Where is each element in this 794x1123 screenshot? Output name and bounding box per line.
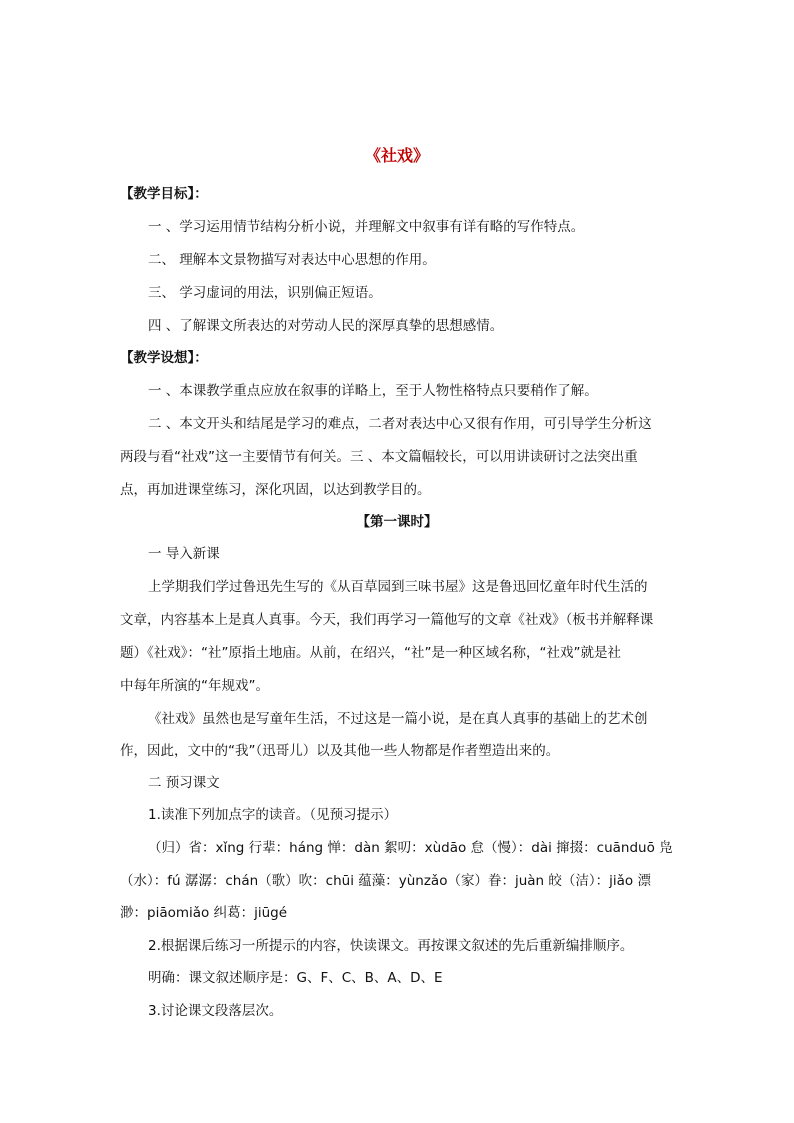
objectives-heading: 【教学目标】： (120, 186, 208, 202)
section-1-heading: 一 导入新课 (148, 546, 220, 562)
section-2-heading: 二 预习课文 (148, 775, 220, 791)
design-heading: 【教学设想】： (120, 350, 208, 366)
pinyin-line-1: （归）省：xǐng 行辈：háng 惮：dàn 絮叨：xùdāo 怠（慢）：dài 撺掇：cuānduō 凫 (148, 840, 673, 856)
document-title: 《社戏》 (364, 146, 429, 165)
objective-3: 三、 学习虚词的用法，识别偏正短语。 (148, 285, 382, 301)
design-line-1: 一 、本课教学重点应放在叙事的详略上，至于人物性格特点只要稍作了解。 (148, 383, 598, 399)
item-3: 3.讨论课文段落层次。 (148, 1003, 283, 1019)
item-1: 1.读准下列加点字的读音。（见预习提示） (148, 807, 398, 823)
item-2: 2.根据课后练习一所提示的内容，快读课文。再按课文叙述的先后重新编排顺序。 (148, 938, 634, 954)
section-1-para-1-line-1: 上学期我们学过鲁迅先生写的《从百草园到三味书屋》这是鲁迅回忆童年时代生活的 (148, 579, 648, 595)
section-1-para-2-line-1: 《社戏》虽然也是写童年生活，不过这是一篇小说，是在真人真事的基础上的艺术创 (148, 711, 648, 727)
design-line-4: 点，再加进课堂练习，深化巩固，以达到教学目的。 (120, 482, 431, 498)
objective-2: 二、 理解本文景物描写对表达中心思想的作用。 (148, 252, 436, 268)
pinyin-line-3: 渺：piāomiǎo 纠葛：jiūgé (120, 905, 288, 921)
design-line-3: 两段与看“社戏”这一主要情节有何关。三 、本文篇幅较长，可以用讲读研讨之法突出重 (120, 449, 638, 465)
pinyin-line-2: （水）：fú 潺潺：chán（歌）吹：chūi 蕴藻：yùnzǎo（家）眷：juàn 皎（洁）：jiǎo 漂 (120, 873, 651, 889)
answer: 明确：课文叙述顺序是：G、F、C、B、A、D、E (148, 970, 443, 986)
section-1-para-1-line-4: 中每年所演的“年规戏”。 (120, 678, 269, 694)
section-1-para-1-line-2: 文章，内容基本上是真人真事。今天，我们再学习一篇他写的文章《社戏》（板书并解释课 (120, 612, 654, 628)
objective-1: 一 、学习运用情节结构分析小说，并理解文中叙事有详有略的写作特点。 (148, 219, 585, 235)
lesson-heading: 【第一课时】 (356, 514, 438, 530)
objective-4: 四 、了解课文所表达的对劳动人民的深厚真挚的思想感情。 (148, 318, 504, 334)
design-line-2: 二 、本文开头和结尾是学习的难点，二者对表达中心又很有作用，可引导学生分析这 (148, 416, 652, 432)
section-1-para-2-line-2: 作，因此，文中的“我”（迅哥儿）以及其他一些人物都是作者塑造出来的。 (120, 743, 560, 759)
section-1-para-1-line-3: 题）《社戏》：“社”原指土地庙。从前，在绍兴，“社”是一种区域名称，“社戏”就是社 (120, 645, 621, 661)
